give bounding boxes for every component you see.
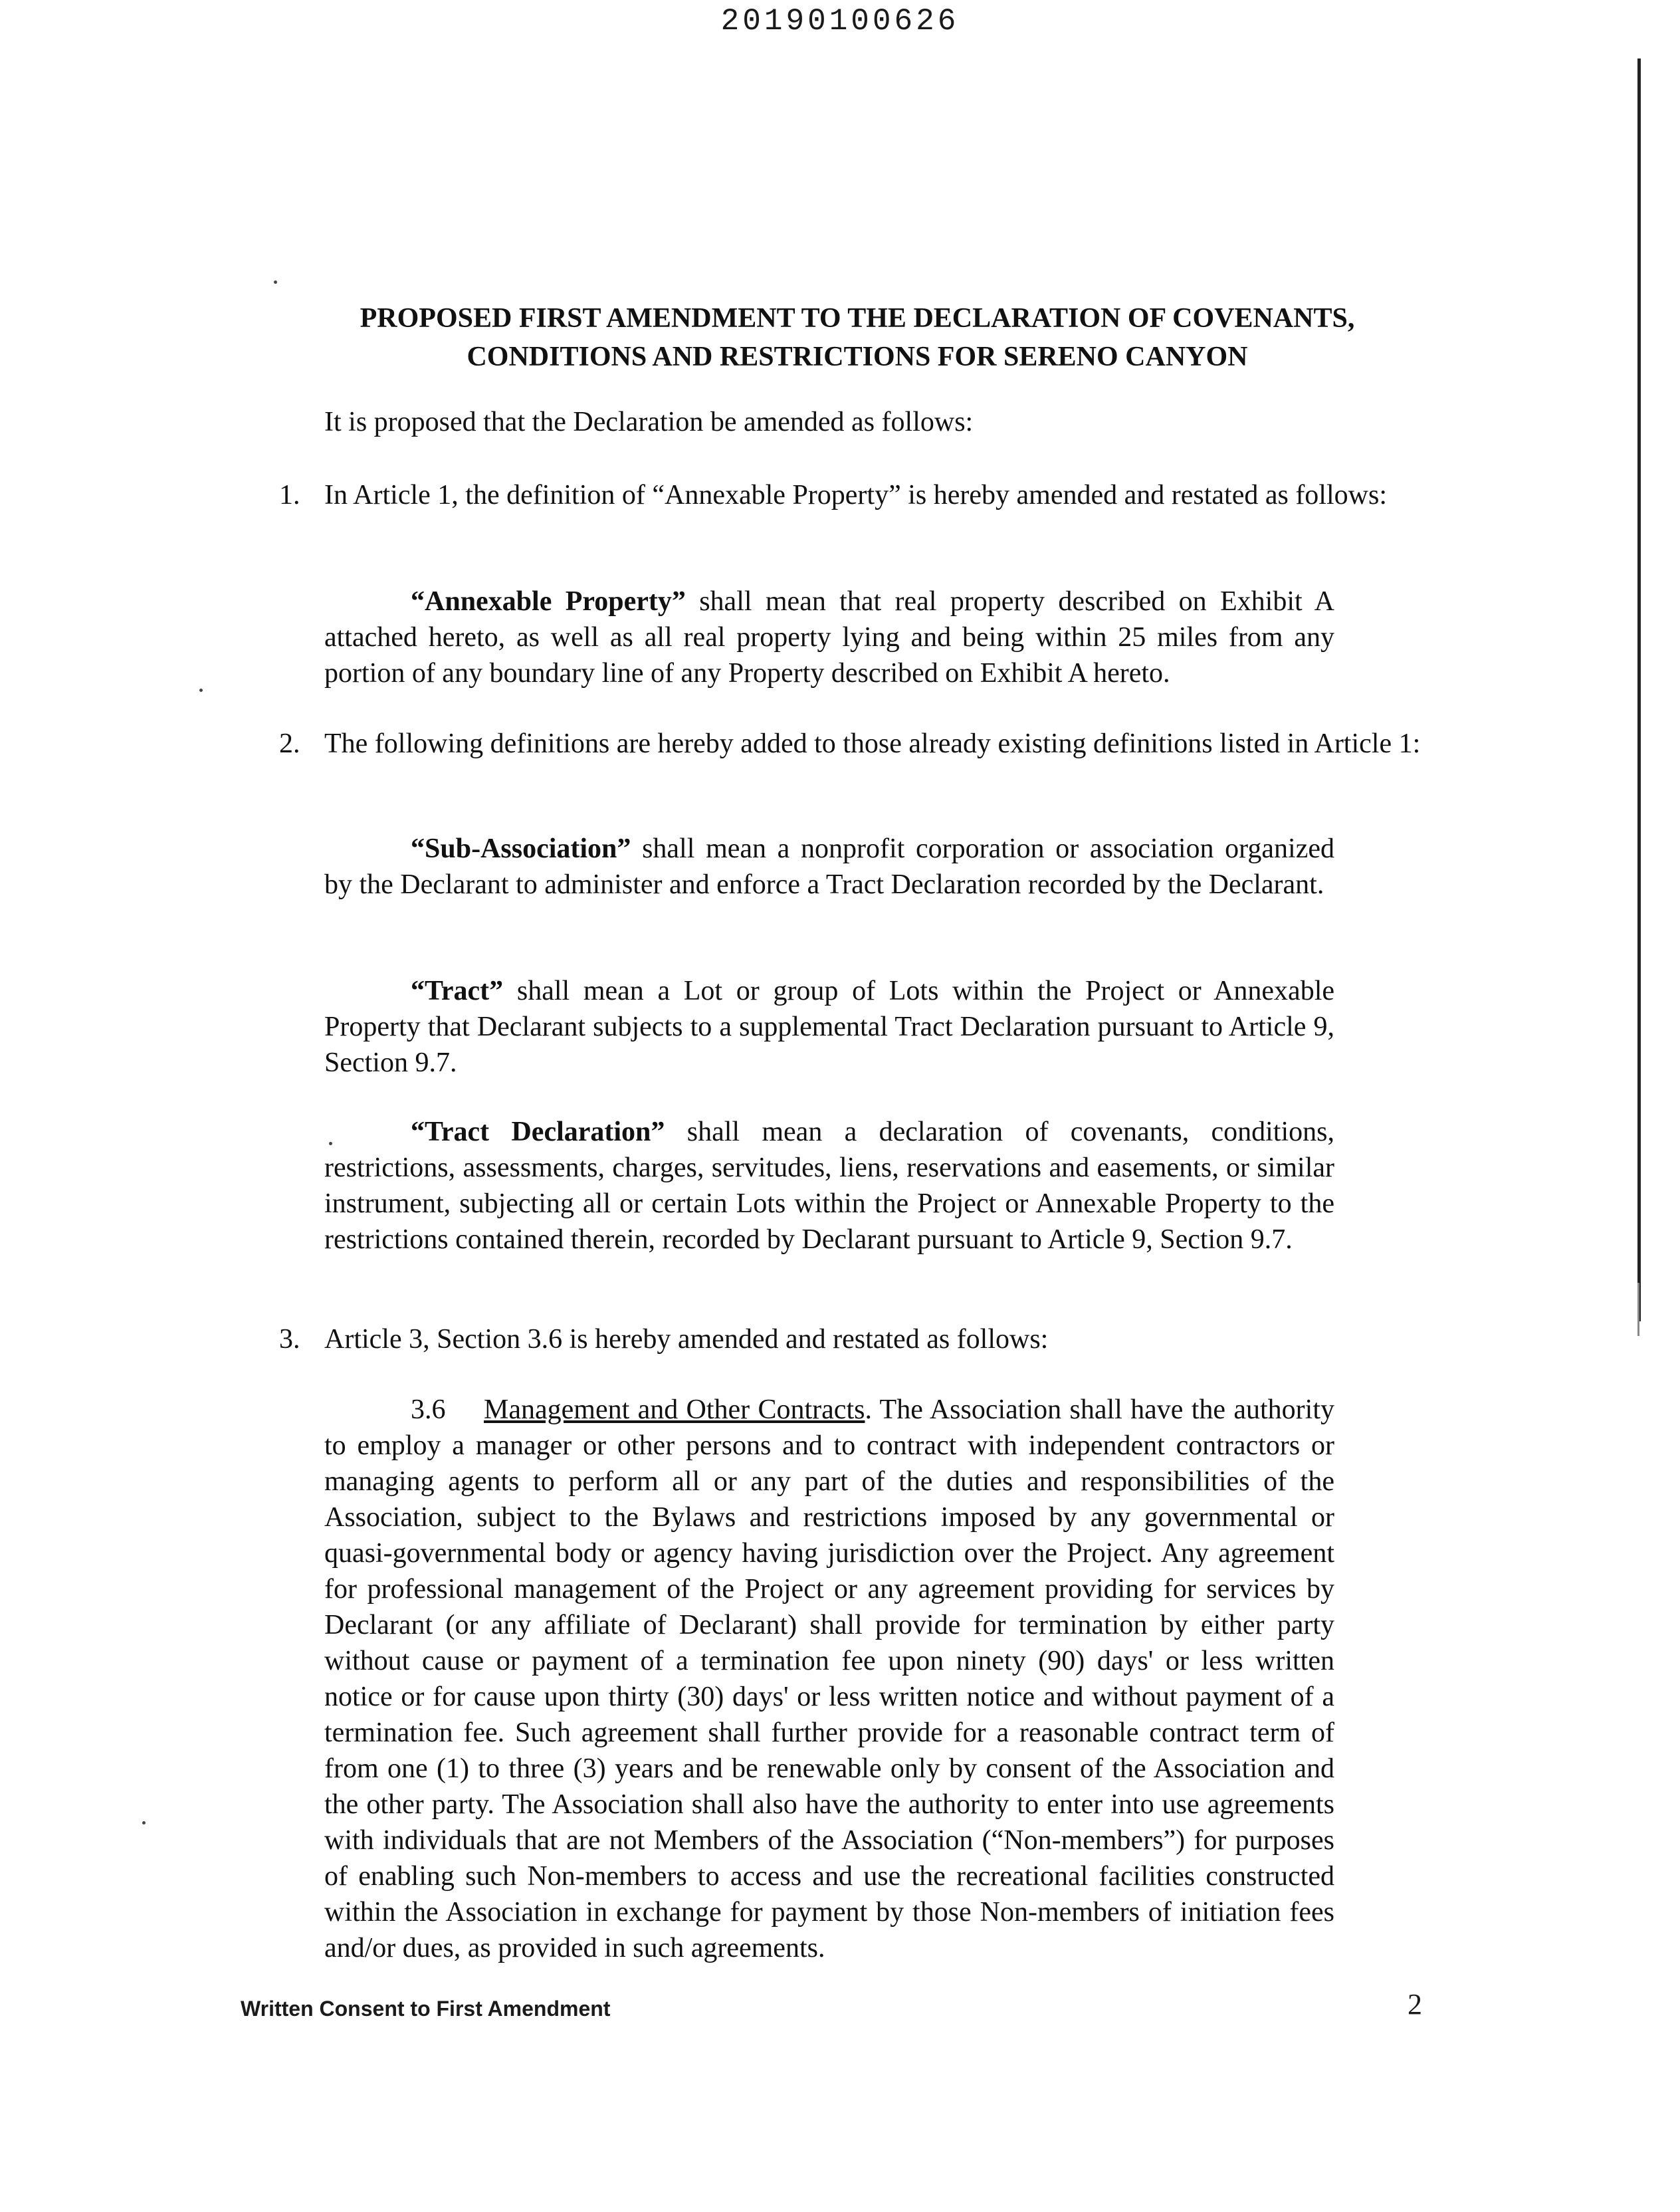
document-number: 20190100626 <box>720 4 960 39</box>
definition-body: shall mean a nonprofit corporation or association organized by the Declarant to administer and enforce a Tract Declaration recorded by the Declarant. <box>324 833 1334 900</box>
scan-speck <box>274 280 277 284</box>
definition-body: shall mean a declaration of covenants, conditions, restrictions, assessments, charges, servitudes, liens, reservations and easements, or similar instrument, subjecting all or certain Lots within the Project or Annexable Property to the restrictions contained therein, recorded by Declarant pursuant to Article 9, Section 9.7. <box>324 1117 1334 1255</box>
section-body: . The Association shall have the authority to employ a manager or other persons and to contract with independent contractors or managing agents to perform all or any part of the duties and responsibilities of the Association, subject to the Bylaws and restrictions imposed by any governmental or quasi-governmental body or agency having jurisdiction over the Project. Any agreement for professional management of the Project or any agreement providing for services by Declarant (or any affiliate of Declarant) shall provide for termination by either party without cause or payment of a termination fee upon ninety (90) days' or less written notice or for cause upon thirty (30) days' or less written notice and without payment of a termination fee. Such agreement shall further provide for a reasonable contract term of from one (1) to three (3) years and be renewable only by consent of the Association and the other party. The Association shall also have the authority to enter into use agreements with individuals that are not Members of the Association (“Non-members”) for purposes of enabling such Non-members to access and use the recreational facilities constructed within the Association in exchange for payment by those Non-members of initiation fees and/or dues, as provided in such agreements. <box>324 1394 1335 1963</box>
scan-edge-line <box>1637 58 1641 1321</box>
definition-term: “Annexable Property” <box>411 586 686 617</box>
definition-tract <box>324 973 1334 1081</box>
definition-term: “Tract” <box>411 976 504 1006</box>
section-number: 3.6 <box>411 1394 446 1425</box>
scan-edge-line-faded <box>1637 1283 1639 1336</box>
definition-term: “Tract Declaration” <box>411 1117 665 1147</box>
definition-annexable-property <box>324 584 1334 691</box>
page-number: 2 <box>1408 1988 1422 2021</box>
scan-speck <box>142 1821 146 1825</box>
title-line-2: CONDITIONS AND RESTRICTIONS FOR SERENO CANYON <box>467 342 1248 372</box>
document-title <box>266 299 1449 376</box>
item-number-3: 3. <box>279 1324 300 1355</box>
item-text-1: In Article 1, the definition of “Annexable Property” is hereby amended and restated as follows: <box>324 480 1387 510</box>
definition-term: “Sub-Association” <box>411 833 631 864</box>
definition-body: shall mean that real property described on Exhibit A attached hereto, as well as all real property lying and being within 25 miles from any portion of any boundary line of any Property described on Exhibit A hereto. <box>324 586 1335 689</box>
scan-speck <box>199 689 203 692</box>
item-text-2: The following definitions are hereby added to those already existing definitions listed in Article 1: <box>324 728 1421 759</box>
item-number-1: 1. <box>279 480 300 510</box>
item-number-2: 2. <box>279 728 300 759</box>
item-text-3: Article 3, Section 3.6 is hereby amended and restated as follows: <box>324 1324 1049 1355</box>
footer-label: Written Consent to First Amendment <box>241 1997 611 2021</box>
section-heading: Management and Other Contracts <box>484 1394 865 1425</box>
definition-sub-association <box>324 831 1334 903</box>
title-line-1: PROPOSED FIRST AMENDMENT TO THE DECLARATION OF COVENANTS, <box>360 303 1355 334</box>
intro-sentence: It is proposed that the Declaration be amended as follows: <box>324 407 974 437</box>
definition-body: shall mean a Lot or group of Lots within the Project or Annexable Property that Declarant subjects to a supplemental Tract Declaration pursuant to Article 9, Section 9.7. <box>324 976 1334 1078</box>
section-3-6 <box>324 1392 1334 1966</box>
definition-tract-declaration <box>324 1114 1334 1258</box>
